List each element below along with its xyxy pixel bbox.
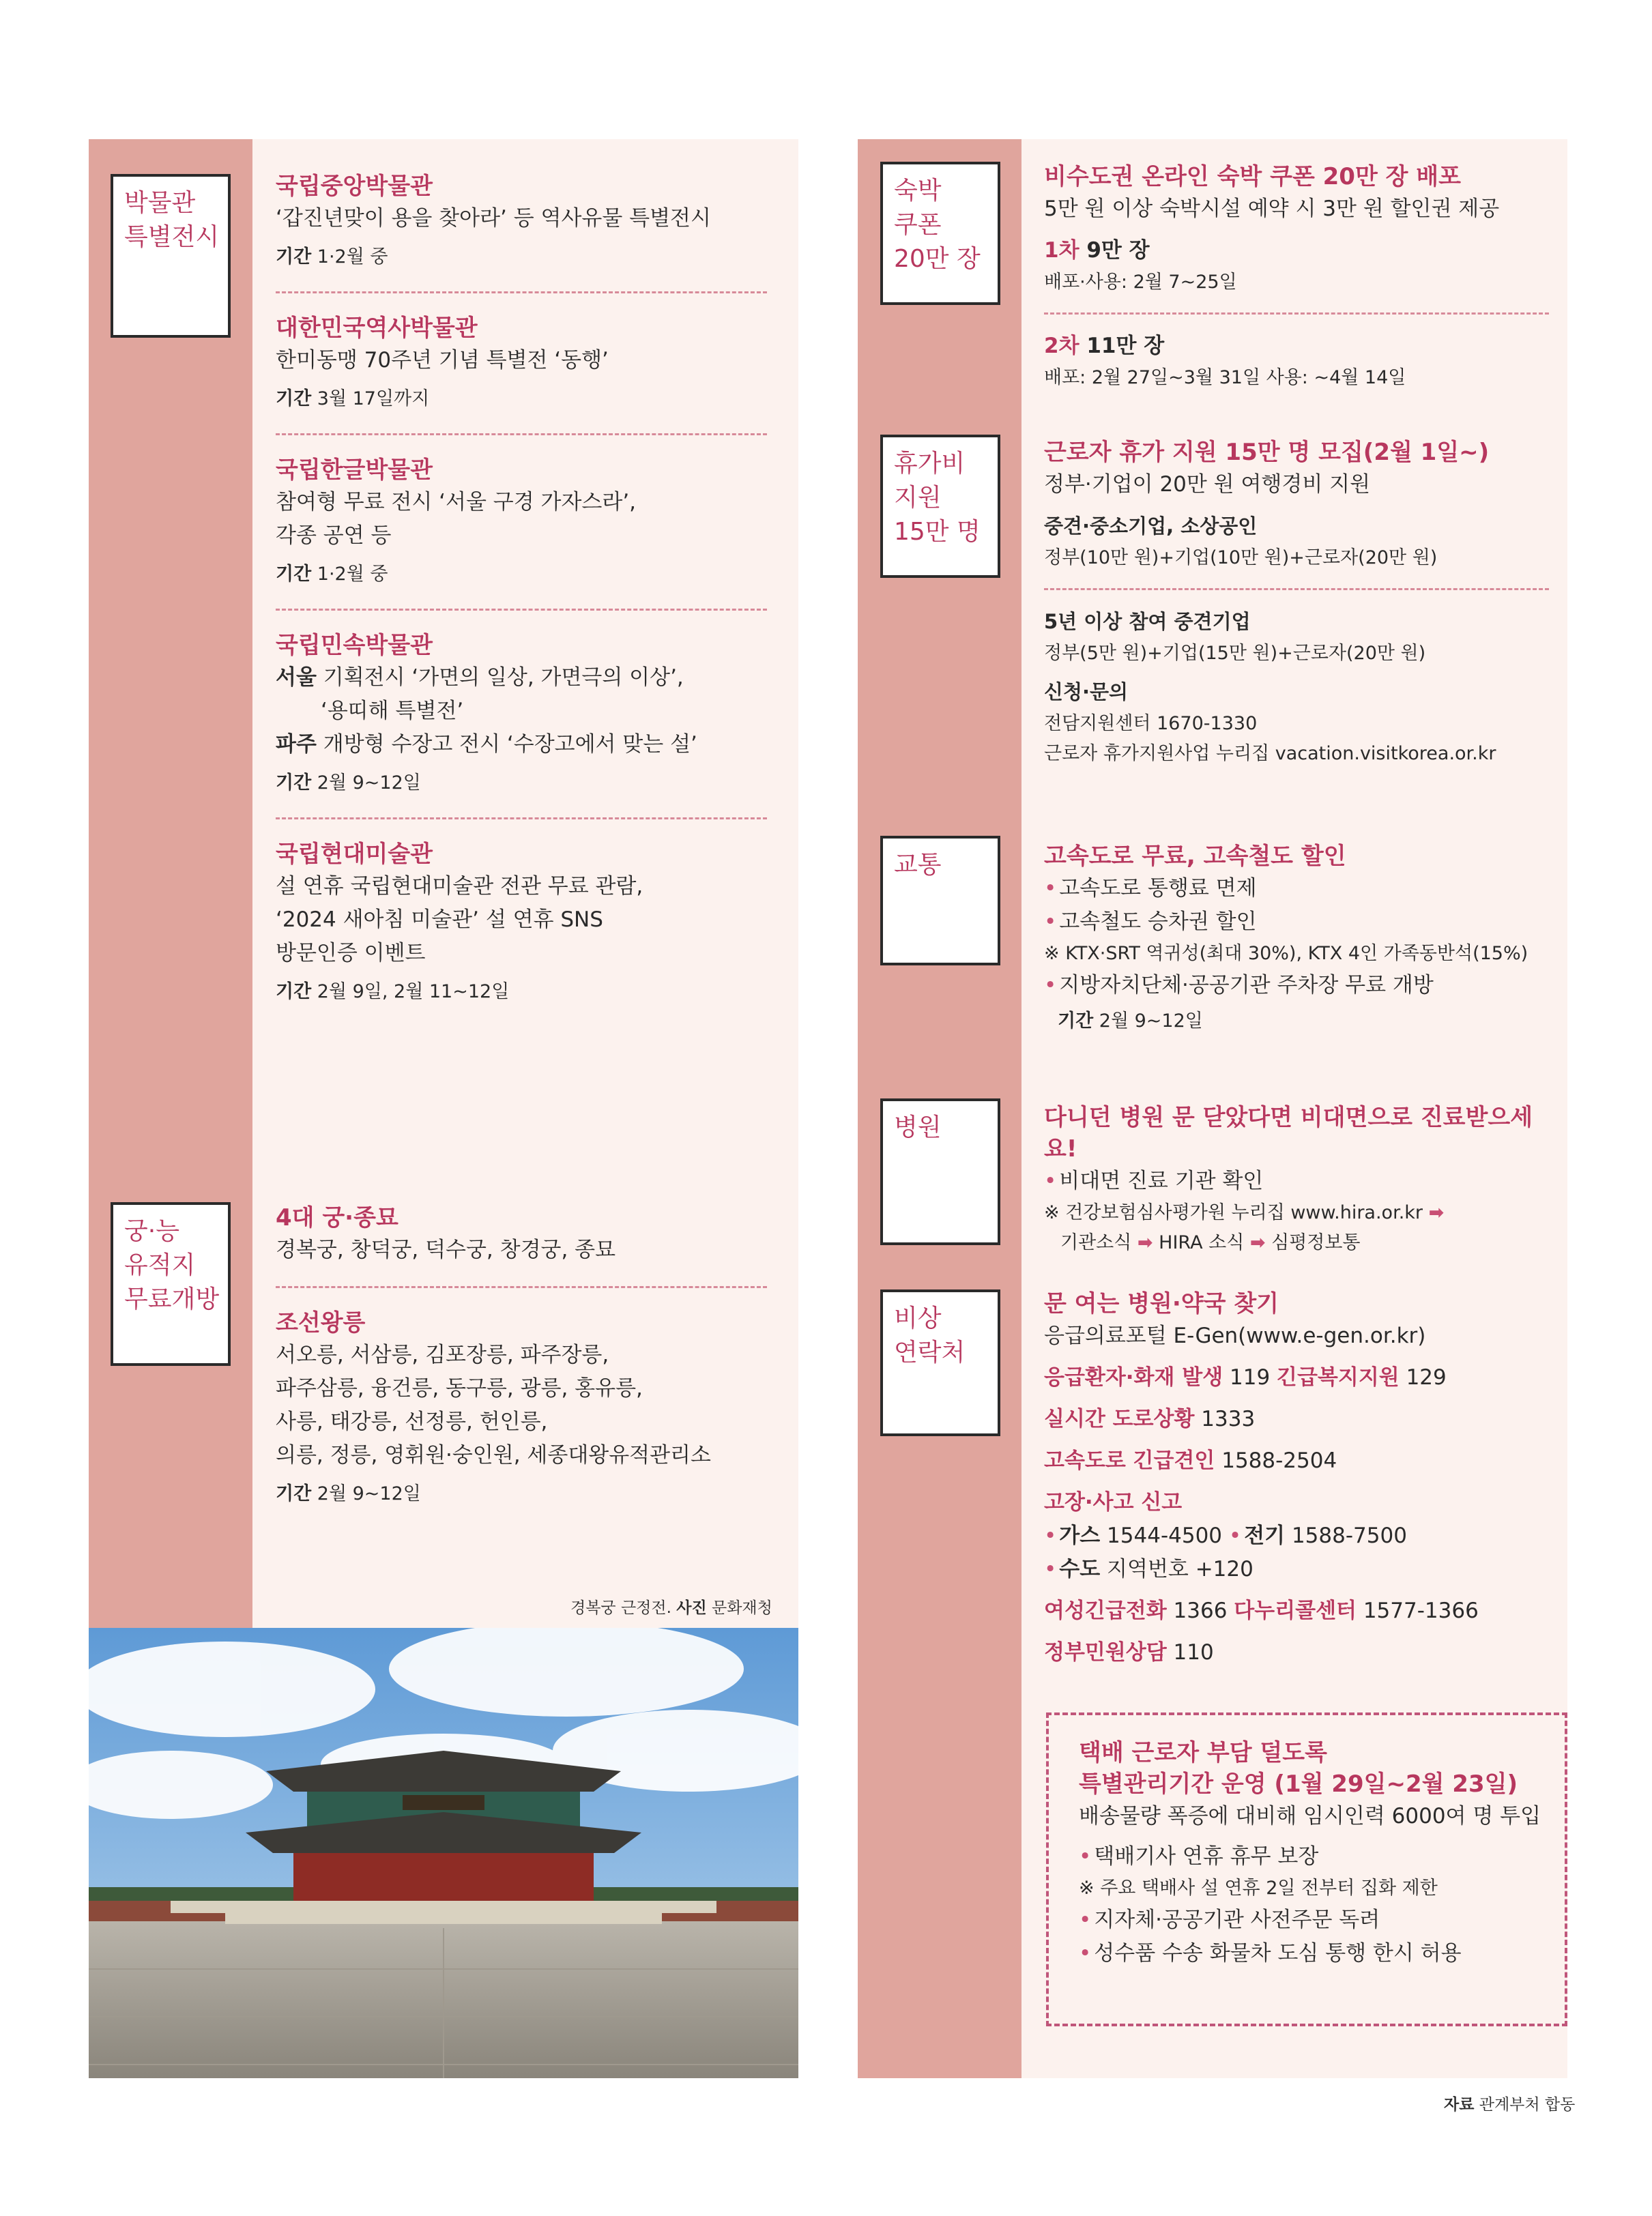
divider (276, 609, 767, 611)
museum-label: 박물관 특별전시 (111, 174, 231, 338)
vacation-label: 휴가비 지원 15만 명 (880, 435, 1000, 578)
divider (276, 817, 767, 819)
left-strip (89, 139, 252, 1628)
palace-list: 4대 궁·종묘 경복궁, 창덕궁, 덕수궁, 창경궁, 종묘 조선왕릉 서오릉, 서삼릉, 김포장릉, 파주장릉, 파주삼릉, 융건릉, 동구릉, 광릉, 홍유릉, 사릉, 태강릉, 선정릉, 헌인릉, 의릉, 정릉, 영휘원·숭인원, 세종대왕유적관리소 기간 2월 9~12일 (276, 1202, 767, 1509)
hospital-section: 다니던 병원 문 닫았다면 비대면으로 진료받으세요! • 비대면 진료 기관 확인 ※ 건강보험심사평가원 누리집 www.hira.or.kr ➡ 기관소식 ➡ HIRA 소식 ➡ 심평정보통 (1044, 1102, 1549, 1258)
geunjeongjeon-illustration (89, 1628, 798, 2078)
divider (1044, 588, 1549, 590)
arrow-right-icon: ➡ (1249, 1232, 1266, 1253)
traffic-section: 고속도로 무료, 고속철도 할인 • 고속도로 통행료 면제 • 고속철도 승차권 할인 ※ KTX·SRT 역귀성(최대 30%), KTX 4인 가족동반석(15%) • 지방자치단체·공공기관 주차장 무료 개방 기간 2월 9~12일 (1044, 841, 1549, 1036)
item-title: 국립중앙박물관 (276, 173, 433, 200)
delivery-box: 택배 근로자 부담 덜도록 특별관리기간 운영 (1월 29일~2월 23일) 배송물량 폭증에 대비해 임시인력 6000여 명 투입 • 택배기사 연휴 휴무 보장 ※ 주요 택배사 설 연휴 2일 전부터 집화 제한 • 지자체·공공기관 사전주문 독려 • 성수품 수송 화물차 도심 통행 한시 허용 (1046, 1712, 1567, 2026)
palace-photo (89, 1628, 798, 2078)
coupon-section: 비수도권 온라인 숙박 쿠폰 20만 장 배포 5만 원 이상 숙박시설 예약 시 3만 원 할인권 제공 1차 9만 장 배포·사용: 2월 7~25일 2차 11만 장 배포: 2월 27일~3월 31일 사용: ~4월 14일 (1044, 161, 1549, 393)
photo-caption: 경복궁 근정전. 사진 문화재청 (570, 1599, 772, 1617)
divider (276, 291, 767, 293)
arrow-right-icon: ➡ (1428, 1202, 1445, 1223)
emergency-section: 문 여는 병원·약국 찾기 응급의료포털 E-Gen(www.e-gen.or.kr) 응급환자·화재 발생 119 긴급복지지원 129 실시간 도로상황 1333 고속도로 긴급견인 1588-2504 고장·사고 신고 • 가스 1544-4500 • 전기 1588-7500 • 수도 지역번호 +120 여성긴급전화 1366 다누리콜센터 1577-1366 정부민원상담 110 (1044, 1288, 1549, 1670)
arrow-right-icon: ➡ (1137, 1232, 1153, 1253)
divider (1044, 312, 1549, 315)
divider (276, 433, 767, 435)
emergency-label: 비상 연락처 (880, 1289, 1000, 1436)
divider (276, 1286, 767, 1288)
vacation-section: 근로자 휴가 지원 15만 명 모집(2월 1일~) 정부·기업이 20만 원 여행경비 지원 중견·중소기업, 소상공인 정부(10만 원)+기업(10만 원)+근로자(20만 원) 5년 이상 참여 중견기업 정부(5만 원)+기업(15만 원)+근로자(20만 원) 신청·문의 전담지원센터 1670-1330 근로자 휴가지원사업 누리집 vacation.visitkorea.or.kr (1044, 437, 1549, 769)
hospital-label: 병원 (880, 1098, 1000, 1245)
palace-label: 궁·능 유적지 무료개방 (111, 1202, 231, 1366)
coupon-label: 숙박 쿠폰 20만 장 (880, 162, 1000, 305)
traffic-label: 교통 (880, 836, 1000, 965)
museum-list: 국립중앙박물관 ‘갑진년맞이 용을 찾아라’ 등 역사유물 특별전시 기간 1·2월 중 대한민국역사박물관 한미동맹 70주년 기념 특별전 ‘동행’ 기간 3월 17일까지 국립한글박물관 참여형 무료 전시 ‘서울 구경 가자스라’, 각종 공연 등 기간 1·2월 중 국립민속박물관 서울 기획전시 ‘가면의 일상, 가면극의 이상’, ‘용띠해 특별전’ 파주 개방형 수장고 전시 ‘수장고에서 맞는 설’ 기간 2월 9~12일 국립현대미술관 설 연휴 국립현대미술관 전관 무료 관람, ‘2024 새아침 미술관’ 설 연휴 SNS 방문인증 이벤트 기간 2월 9일, 2월 11~12일 (276, 171, 767, 1007)
source-note: 자료 관계부처 합동 (1444, 2096, 1576, 2114)
